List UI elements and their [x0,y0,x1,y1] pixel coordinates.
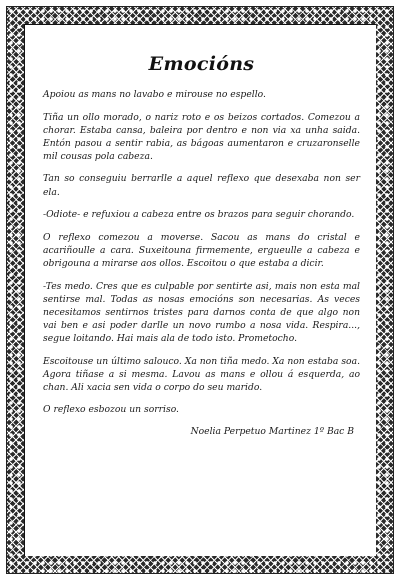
paragraph-1: Apoiou as mans no lavabo e mirouse no espello. [43,89,266,100]
paragraph-4: -Odiote- e refuxiou a cabeza entre os brazos para seguir chorando. [43,209,355,221]
paragraph-2: Tiña un ollo morado, o nariz roto e os beizos cortados. Comezou a chorar. Estaba cansa, baleira por dentro e non via xa unha saida. Entón pasou a sentir rabia, as bágoas aumentaron e cruzaronselle mil cousas pola cabeza. [43,111,360,162]
paragraph-7: Escoitouse un último salouco. Xa non tiña medo. Xa non estaba soa. Agora tiñase a si mesma. Lavou as mans e ollou á esquerda, ao chan. Ali xacia sen vida o corpo do seu marido. [43,355,360,393]
paragraph-5: O reflexo comezou a moverse. Sacou as mans do cristal e acariñoulle a cara. Suxeitouna firmemente, ergueulle a cabeza e obrigouna a mirarse aos ollos. Escoitou o que estaba a dicir. [43,231,360,269]
document-page [25,25,376,556]
document-title: Emocións [148,53,255,75]
paragraph-3: Tan so conseguiu berrarlle a aquel reflexo que desexaba non ser ela. [43,173,360,198]
paragraph-8: O reflexo esbozou un sorriso. [43,404,179,416]
paragraph-6: -Tes medo. Cres que es culpable por sentirte asi, mais non esta mal sentirse mal. Todas as nosas emocións son necesarias. As veces necesitamos sentirnos tristes para darnos conta de que algo non vai ben e asi poder darlle un novo rumbo a nosa vida. Respira..., segue loitando. Hai mais ala de todo isto. Prometocho. [43,280,360,344]
author-signature: Noelia Perpetuo Martinez 1º Bac B [190,425,354,437]
